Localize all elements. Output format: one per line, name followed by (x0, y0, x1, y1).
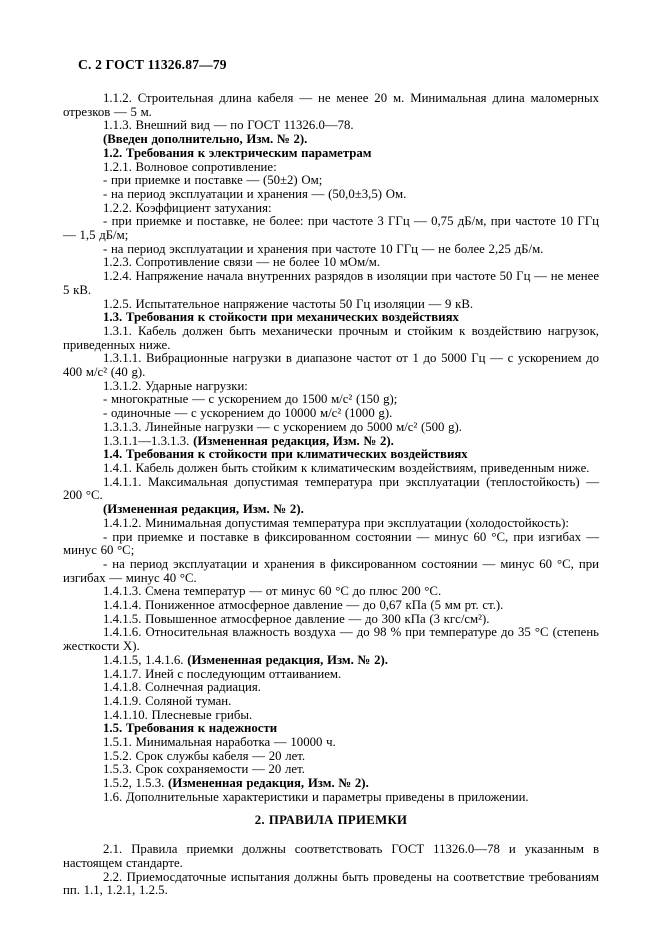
text-run: 1.4.1.5, 1.4.1.6. (103, 652, 188, 667)
paragraph (63, 736, 599, 750)
text-run: 1.4.1.7. Иней с последующим оттаиванием. (103, 666, 342, 681)
text-run: - одиночные — с ускорением до 10000 м/с² (1000 g). (103, 406, 393, 421)
paragraph (63, 448, 599, 462)
paragraph (63, 517, 599, 531)
paragraph (63, 462, 599, 476)
text-run: 1.4.1.2. Минимальная допустимая температура при эксплуатации (холодостойкость): (103, 515, 569, 530)
text-run: 1.4.1.10. Плесневые грибы. (103, 707, 253, 722)
paragraph (63, 202, 599, 216)
paragraph (63, 435, 599, 449)
bold-text-run: 1.5. Требования к надежности (103, 721, 278, 736)
paragraph (63, 352, 599, 379)
paragraph (63, 558, 599, 585)
paragraph (63, 256, 599, 270)
text-run: - на период эксплуатации и хранения — (50,0±3,5) Ом. (103, 186, 407, 201)
bold-text-run: 1.2. Требования к электрическим параметрам (103, 145, 372, 160)
text-run: 1.4.1.9. Соляной туман. (103, 693, 232, 708)
bold-text-run: (Измененная редакция, Изм. № 2). (103, 502, 304, 517)
bold-text-run: (Измененная редакция, Изм. № 2). (193, 433, 394, 448)
text-run: - при приемке и поставке в фиксированном состоянии — минус 60 °С, при изгибах — минус 60 °С; (63, 529, 599, 558)
paragraph (63, 270, 599, 297)
paragraph (63, 626, 599, 653)
text-run: 1.2.1. Волновое сопротивление: (103, 159, 277, 174)
text-run: 1.2.4. Напряжение начала внутренних разрядов в изоляции при частоте 50 Гц — не менее 5 кВ. (63, 269, 599, 297)
paragraph (63, 174, 599, 188)
text-run: 1.2.3. Сопротивление связи — не более 10 мОм/м. (103, 255, 381, 270)
paragraph (63, 298, 599, 312)
paragraph (63, 325, 599, 352)
paragraph (63, 119, 599, 133)
bold-text-run: 1.4. Требования к стойкости при климатических воздействиях (103, 447, 468, 462)
text-run: 1.3.1.3. Линейные нагрузки — с ускорением до 5000 м/с² (500 g). (103, 419, 463, 434)
paragraph (63, 585, 599, 599)
bold-text-run: (Введен дополнительно, Изм. № 2). (103, 132, 308, 147)
text-run: 1.1.2. Строительная длина кабеля — не менее 20 м. Минимальная длина маломерных отрезков — 5 м. (63, 91, 599, 119)
paragraph (63, 161, 599, 175)
paragraph (63, 215, 599, 242)
text-run: 1.4.1.3. Смена температур — от минус 60 °С до плюс 200 °С. (103, 584, 442, 599)
paragraph (63, 531, 599, 558)
paragraph (63, 722, 599, 736)
page-header: С. 2 ГОСТ 11326.87—79 (78, 57, 227, 72)
text-run: 1.3.1.2. Ударные нагрузки: (103, 378, 248, 393)
text-run: - многократные — с ускорением до 1500 м/с² (150 g); (103, 392, 398, 407)
text-run: 1.2.2. Коэффициент затухания: (103, 200, 272, 215)
paragraph (63, 393, 599, 407)
bold-text-run: (Измененная редакция, Изм. № 2). (187, 652, 388, 667)
text-run: 1.3.1.1—1.3.1.3. (103, 433, 194, 448)
paragraph (63, 92, 599, 119)
text-run: 2.2. Приемосдаточные испытания должны быть проведены на соответствие требованиям пп. 1.1, 1.2.1, 1.2.5. (63, 869, 599, 898)
text-run: 1.5.2. Срок службы кабеля — 20 лет. (103, 748, 306, 763)
paragraph (63, 311, 599, 325)
bold-text-run: 1.3. Требования к стойкости при механических воздействиях (103, 310, 459, 325)
text-run: 1.4.1.8. Солнечная радиация. (103, 680, 261, 695)
paragraph (63, 407, 599, 421)
paragraph (63, 599, 599, 613)
paragraph (63, 709, 599, 723)
section-heading (63, 814, 599, 828)
paragraph (63, 871, 599, 898)
document-content (63, 57, 599, 898)
paragraph (63, 380, 599, 394)
text-run: 1.5.3. Срок сохраняемости — 20 лет. (103, 762, 305, 777)
text-run: 1.4.1.6. Относительная влажность воздуха — до 98 % при температуре до 35 °С (степень жесткости Х). (63, 625, 599, 654)
paragraph (63, 843, 599, 870)
text-run: 1.5.2, 1.5.3. (103, 776, 168, 791)
paragraph (63, 613, 599, 627)
paragraph (63, 668, 599, 682)
paragraph (63, 763, 599, 777)
text-run: 1.4.1. Кабель должен быть стойким к климатическим воздействиям, приведенным ниже. (103, 460, 590, 475)
text-run: 1.4.1.4. Пониженное атмосферное давление — до 0,67 кПа (5 мм рт. ст.). (103, 598, 504, 613)
paragraph (63, 133, 599, 147)
bold-text-run: (Измененная редакция, Изм. № 2). (167, 776, 369, 791)
paragraph (63, 695, 599, 709)
paragraph (63, 750, 599, 764)
text-run: 1.3.1.1. Вибрационные нагрузки в диапазоне частот от 1 до 5000 Гц — с ускорением до 400 м/с² (40 g). (63, 351, 599, 380)
paragraph (63, 654, 599, 668)
text-run: 1.2.5. Испытательное напряжение частоты 50 Гц изоляции — 9 кВ. (103, 296, 474, 311)
text-run: 1.4.1.1. Максимальная допустимая температура при эксплуатации (теплостойкость) — 200 °С. (63, 474, 599, 503)
paragraph (63, 188, 599, 202)
paragraph (63, 777, 599, 791)
bold-text-run: 2. ПРАВИЛА ПРИЕМКИ (254, 812, 408, 827)
text-run: - при приемке и поставке — (50±2) Ом; (103, 173, 323, 188)
paragraph (63, 243, 599, 257)
document-body (63, 92, 599, 898)
text-run: 1.5.1. Минимальная наработка — 10000 ч. (103, 735, 336, 750)
paragraph (63, 791, 599, 805)
paragraph (63, 147, 599, 161)
text-run: 1.6. Дополнительные характеристики и параметры приведены в приложении. (103, 789, 529, 804)
paragraph (63, 421, 599, 435)
paragraph (63, 476, 599, 503)
text-run: - при приемке и поставке, не более: при частоте 3 ГГц — 0,75 дБ/м, при частоте 10 ГГц — 1,5 дБ/м; (63, 214, 599, 243)
text-run: 1.1.3. Внешний вид — по ГОСТ 11326.0—78. (103, 118, 354, 133)
paragraph (63, 503, 599, 517)
text-run: 1.4.1.5. Повышенное атмосферное давление — до 300 кПа (3 кгс/см²). (103, 611, 490, 626)
paragraph (63, 681, 599, 695)
text-run: 2.1. Правила приемки должны соответствовать ГОСТ 11326.0—78 и указанным в настоящем стандарте. (63, 842, 599, 870)
text-run: 1.3.1. Кабель должен быть механически прочным и стойким к воздействию нагрузок, приведенных ниже. (63, 323, 599, 352)
text-run: - на период эксплуатации и хранения при частоте 10 ГГц — не более 2,25 дБ/м. (103, 241, 544, 256)
text-run: - на период эксплуатации и хранения в фиксированном состоянии — минус 60 °С, при изгибах — минус 40 °С. (63, 556, 599, 585)
